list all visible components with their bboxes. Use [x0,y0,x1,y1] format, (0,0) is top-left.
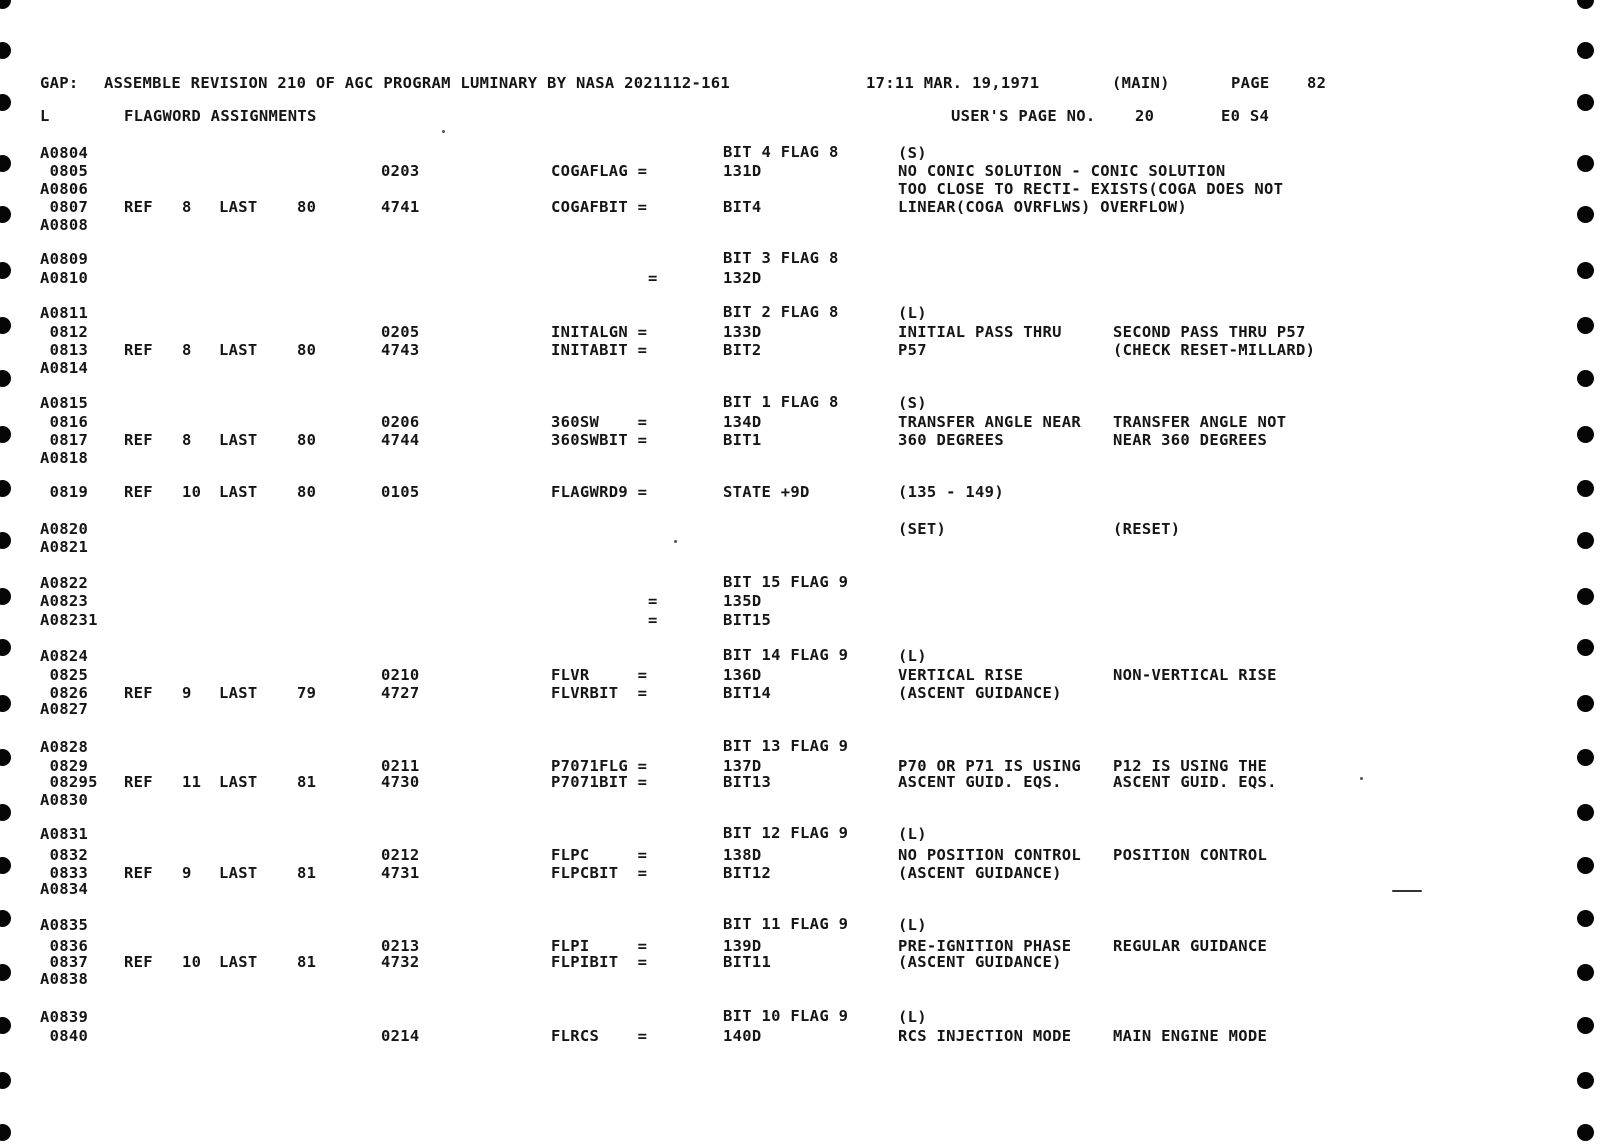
section-heading: FLAGWORD ASSIGNMENTS [124,107,317,125]
value: 133D [723,323,762,341]
line-number: 0817 [40,431,89,449]
value: 140D [723,1027,762,1045]
bit-flag: BIT 2 FLAG 8 [723,303,839,321]
line-number: 0812 [40,323,89,341]
last-label: LAST [219,431,258,449]
ref-count: 8 [182,431,192,449]
line-number: A0827 [40,700,89,718]
line-number: 0836 [40,937,89,955]
comment-reset: TRANSFER ANGLE NOT [1113,413,1287,431]
line-number: A0822 [40,574,89,592]
line-number: A0835 [40,916,89,934]
symbol-definition: P7071FLG = [551,757,648,775]
last-label: LAST [219,864,258,882]
address: 4730 [381,773,420,791]
last-label: LAST [219,198,258,216]
ref-count: 9 [182,864,192,882]
address: 4731 [381,864,420,882]
tractor-hole [1577,695,1594,712]
tractor-hole [1577,0,1594,9]
last-page: 79 [297,684,317,702]
comment-set: (ASCENT GUIDANCE) [898,953,1062,971]
line-number: A0804 [40,144,89,162]
comment-set: (ASCENT GUIDANCE) [898,684,1062,702]
comment-reset: NEAR 360 DEGREES [1113,431,1268,449]
line-number: A0811 [40,304,89,322]
value: BIT12 [723,864,772,882]
symbol-definition: FLRCS = [551,1027,648,1045]
comment-reset: NON-VERTICAL RISE [1113,666,1277,684]
line-number: A0814 [40,359,89,377]
bit-flag: BIT 14 FLAG 9 [723,646,849,664]
line-number: A0818 [40,449,89,467]
line-number: A0821 [40,538,89,556]
tractor-hole [1577,910,1594,927]
comment-set: (L) [898,916,927,934]
tractor-hole [1577,1124,1594,1141]
line-number: 0825 [40,666,89,684]
ref-label: REF [124,953,153,971]
address: 4741 [381,198,420,216]
ref-label: REF [124,684,153,702]
tractor-hole [1577,370,1594,387]
comment-reset: (CHECK RESET-MILLARD) [1113,341,1316,359]
print-speck [674,540,677,543]
ref-label: REF [124,773,153,791]
address: 0213 [381,937,420,955]
comment-reset: REGULAR GUIDANCE [1113,937,1268,955]
print-smudge [1392,890,1422,892]
ref-count: 10 [182,953,202,971]
address: 0205 [381,323,420,341]
listing-code: E0 S4 [1221,107,1270,125]
comment-reset: MAIN ENGINE MODE [1113,1027,1268,1045]
last-label: LAST [219,953,258,971]
last-label: LAST [219,341,258,359]
section-label: (MAIN) [1112,74,1170,92]
comment-reset: P12 IS USING THE [1113,757,1268,775]
comment-set: (S) [898,144,927,162]
line-number: 0813 [40,341,89,359]
line-number: 0832 [40,846,89,864]
address: 4744 [381,431,420,449]
user-page-number: 20 [1135,107,1155,125]
line-number: A0815 [40,394,89,412]
address: 0203 [381,162,420,180]
last-label: LAST [219,773,258,791]
comment-set: (SET) [898,520,947,538]
tractor-hole [1577,639,1594,656]
tractor-hole [1577,1072,1594,1089]
value: 137D [723,757,762,775]
bit-flag: BIT 15 FLAG 9 [723,573,849,591]
value: 135D [723,592,762,610]
bit-flag: BIT 11 FLAG 9 [723,915,849,933]
tractor-hole [0,532,11,549]
ref-count: 8 [182,198,192,216]
line-number: 0840 [40,1027,89,1045]
last-page: 80 [297,198,317,216]
tractor-hole [0,804,11,821]
line-number: A0839 [40,1008,89,1026]
assembly-time: 17:11 MAR. 19,1971 [866,74,1040,92]
tractor-hole [1577,155,1594,172]
symbol-definition: COGAFBIT = [551,198,648,216]
last-page: 80 [297,431,317,449]
value: BIT2 [723,341,762,359]
symbol-definition: P7071BIT = [551,773,648,791]
value: STATE +9D [723,483,810,501]
comment-set: (L) [898,304,927,322]
line-number: 0819 [40,483,89,501]
line-number: A0834 [40,880,89,898]
last-page: 80 [297,341,317,359]
comment-set: ASCENT GUID. EQS. [898,773,1062,791]
tractor-hole [0,910,11,927]
tractor-hole [1577,749,1594,766]
line-number: 0829 [40,757,89,775]
value: 132D [723,269,762,287]
comment-reset: SECOND PASS THRU P57 [1113,323,1306,341]
tractor-hole [0,262,11,279]
tractor-hole [0,1017,11,1034]
symbol-definition: FLPCBIT = [551,864,648,882]
tractor-hole [0,42,11,59]
last-label: LAST [219,684,258,702]
bit-flag: BIT 10 FLAG 9 [723,1007,849,1025]
symbol-definition: INITALGN = [551,323,648,341]
line-number: A0809 [40,250,89,268]
comment-reset: (RESET) [1113,520,1181,538]
tractor-hole [1577,317,1594,334]
address: 0211 [381,757,420,775]
equals-sign: = [648,592,658,610]
line-number: 0807 [40,198,89,216]
line-number: 0826 [40,684,89,702]
comment-set: P70 OR P71 IS USING [898,757,1082,775]
last-label: LAST [219,483,258,501]
tractor-hole [0,749,11,766]
address: 4732 [381,953,420,971]
l-marker: L [40,107,50,125]
tractor-hole [0,317,11,334]
tractor-hole [1577,262,1594,279]
last-page: 81 [297,953,317,971]
tractor-hole [0,964,11,981]
symbol-definition: FLVRBIT = [551,684,648,702]
symbol-definition: FLPC = [551,846,648,864]
tractor-hole [1577,857,1594,874]
value: 139D [723,937,762,955]
ref-label: REF [124,431,153,449]
comment-set: LINEAR(COGA OVRFLWS) OVERFLOW) [898,198,1187,216]
line-number: A0806 [40,180,89,198]
tractor-hole [0,426,11,443]
line-number: 0816 [40,413,89,431]
tractor-hole [0,857,11,874]
comment-set: TRANSFER ANGLE NEAR [898,413,1082,431]
comment-reset: ASCENT GUID. EQS. [1113,773,1277,791]
tractor-hole [1577,964,1594,981]
tractor-hole [0,639,11,656]
line-number: A0823 [40,592,89,610]
equals-sign: = [648,269,658,287]
symbol-definition: 360SW = [551,413,648,431]
bit-flag: BIT 4 FLAG 8 [723,143,839,161]
symbol-definition: INITABIT = [551,341,648,359]
left-tractor-holes [0,0,30,1145]
bit-flag: BIT 13 FLAG 9 [723,737,849,755]
tractor-hole [1577,42,1594,59]
comment-set: RCS INJECTION MODE [898,1027,1072,1045]
tractor-hole [0,206,11,223]
value: 136D [723,666,762,684]
comment-set: (S) [898,394,927,412]
value: BIT4 [723,198,762,216]
symbol-definition: FLPIBIT = [551,953,648,971]
tractor-hole [0,155,11,172]
tractor-hole [1577,480,1594,497]
value: BIT15 [723,611,772,629]
equals-sign: = [648,611,658,629]
right-tractor-holes [1576,0,1606,1145]
ref-count: 8 [182,341,192,359]
ref-label: REF [124,483,153,501]
tractor-hole [0,1124,11,1141]
line-number: A0830 [40,791,89,809]
comment-set: NO CONIC SOLUTION - CONIC SOLUTION [898,162,1226,180]
tractor-hole [1577,94,1594,111]
symbol-definition: COGAFLAG = [551,162,648,180]
value: BIT13 [723,773,772,791]
comment-set: VERTICAL RISE [898,666,1024,684]
ref-count: 11 [182,773,202,791]
comment-set: (L) [898,1008,927,1026]
tractor-hole [1577,588,1594,605]
value: 131D [723,162,762,180]
tractor-hole [1577,206,1594,223]
bit-flag: BIT 3 FLAG 8 [723,249,839,267]
comment-set: (L) [898,825,927,843]
print-speck [1360,777,1363,780]
user-page-label: USER'S PAGE NO. [951,107,1096,125]
line-number: A0824 [40,647,89,665]
value: BIT1 [723,431,762,449]
tractor-hole [1577,1017,1594,1034]
comment-set: (135 - 149) [898,483,1004,501]
address: 0105 [381,483,420,501]
page-number: 82 [1307,74,1327,92]
ref-label: REF [124,341,153,359]
line-number: A0828 [40,738,89,756]
line-number: A0810 [40,269,89,287]
bit-flag: BIT 1 FLAG 8 [723,393,839,411]
comment-set: TOO CLOSE TO RECTI- EXISTS(COGA DOES NOT [898,180,1284,198]
symbol-definition: FLPI = [551,937,648,955]
tractor-hole [1577,804,1594,821]
value: 138D [723,846,762,864]
symbol-definition: 360SWBIT = [551,431,648,449]
tractor-hole [0,480,11,497]
last-page: 81 [297,773,317,791]
line-number: A0838 [40,970,89,988]
ref-label: REF [124,864,153,882]
ref-count: 10 [182,483,202,501]
value: BIT11 [723,953,772,971]
comment-set: (L) [898,647,927,665]
address: 4727 [381,684,420,702]
value: BIT14 [723,684,772,702]
bit-flag: BIT 12 FLAG 9 [723,824,849,842]
last-page: 81 [297,864,317,882]
tractor-hole [0,370,11,387]
tractor-hole [0,588,11,605]
tractor-hole [1577,532,1594,549]
comment-set: NO POSITION CONTROL [898,846,1082,864]
tractor-hole [0,0,11,9]
line-number: 08295 [40,773,98,791]
address: 0206 [381,413,420,431]
address: 4743 [381,341,420,359]
ref-count: 9 [182,684,192,702]
line-number: A0831 [40,825,89,843]
value: 134D [723,413,762,431]
page-label: PAGE [1231,74,1270,92]
print-speck [442,130,445,133]
tractor-hole [0,695,11,712]
symbol-definition: FLVR = [551,666,648,684]
comment-set: 360 DEGREES [898,431,1004,449]
address: 0214 [381,1027,420,1045]
last-page: 80 [297,483,317,501]
symbol-definition: FLAGWRD9 = [551,483,648,501]
ref-label: REF [124,198,153,216]
line-number: A0820 [40,520,89,538]
address: 0212 [381,846,420,864]
comment-set: INITIAL PASS THRU [898,323,1062,341]
comment-set: PRE-IGNITION PHASE [898,937,1072,955]
line-number: 0833 [40,864,89,882]
tractor-hole [0,94,11,111]
line-number: 0805 [40,162,89,180]
line-number: 0837 [40,953,89,971]
address: 0210 [381,666,420,684]
line-number: A08231 [40,611,98,629]
line-number: A0808 [40,216,89,234]
comment-set: P57 [898,341,927,359]
assembly-title: ASSEMBLE REVISION 210 OF AGC PROGRAM LUMINARY BY NASA 2021112-161 [104,74,731,92]
gap-label: GAP: [40,74,79,92]
tractor-hole [0,1072,11,1089]
comment-set: (ASCENT GUIDANCE) [898,864,1062,882]
tractor-hole [1577,426,1594,443]
comment-reset: POSITION CONTROL [1113,846,1268,864]
